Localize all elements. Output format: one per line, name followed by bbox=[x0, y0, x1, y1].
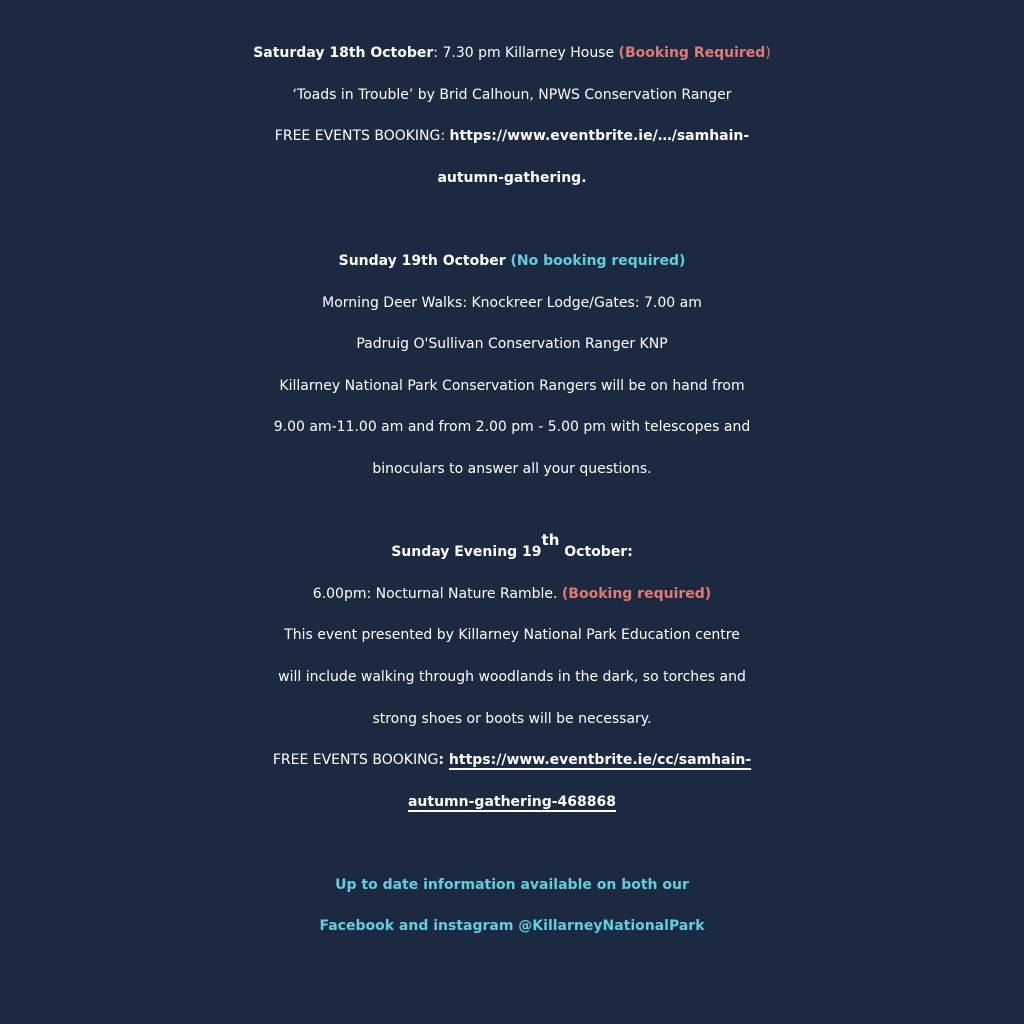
sunday-evening-heading bbox=[0, 532, 1024, 574]
sunday-evening-event bbox=[0, 532, 1024, 823]
saturday-booking-link-cont[interactable]: autumn-gathering. bbox=[437, 169, 587, 186]
sunday-evening-time-event: 6.00pm: Nocturnal Nature Ramble. bbox=[312, 585, 562, 602]
saturday-booking-link[interactable]: https://www.eventbrite.ie/…/samhain- bbox=[449, 128, 750, 145]
sunday-line-2: Padruig O'Sullivan Conservation Ranger KNP bbox=[356, 336, 668, 353]
saturday-booking-link-cont-line bbox=[0, 158, 1024, 200]
sunday-evening-booking-link[interactable]: https://www.eventbrite.ie/cc/samhain- bbox=[448, 752, 752, 769]
saturday-event bbox=[0, 33, 1024, 199]
spacer bbox=[0, 491, 1024, 533]
spacer bbox=[0, 823, 1024, 865]
sunday-evening-booking-link-cont-line bbox=[0, 782, 1024, 824]
saturday-talk: ‘Toads in Trouble’ by Brid Calhoun, NPWS Conservation Ranger bbox=[292, 86, 732, 103]
sunday-evening-heading-sup: th bbox=[541, 531, 560, 550]
footer-info bbox=[0, 865, 1024, 948]
sunday-evening-booking-prefix: FREE EVENTS BOOKING bbox=[272, 752, 439, 769]
sunday-line-5: binoculars to answer all your questions. bbox=[372, 460, 652, 477]
footer-line-2: Facebook and instagram @KillarneyNationalPark bbox=[319, 918, 705, 935]
sunday-line-1: Morning Deer Walks: Knockreer Lodge/Gates: 7.00 am bbox=[322, 294, 702, 311]
sunday-day-label: Sunday 19th October bbox=[338, 252, 511, 269]
sunday-evening-line-2: will include walking through woodlands in the dark, so torches and bbox=[278, 668, 746, 685]
saturday-booking-note: (Booking Required bbox=[618, 45, 766, 61]
sunday-evening-booking-link-cont[interactable]: autumn-gathering-468868 bbox=[407, 793, 616, 810]
saturday-booking-prefix: FREE EVENTS BOOKING: bbox=[274, 128, 450, 145]
sunday-line-3: Killarney National Park Conservation Rangers will be on hand from bbox=[279, 377, 745, 394]
sunday-evening-booking-note: (Booking required) bbox=[561, 585, 712, 602]
sunday-line-4: 9.00 am-11.00 am and from 2.00 pm - 5.00 pm with telescopes and bbox=[273, 419, 751, 436]
saturday-booking-close: ) bbox=[765, 45, 771, 61]
sunday-evening-booking-line bbox=[0, 740, 1024, 782]
sunday-booking-note: (No booking required) bbox=[510, 252, 686, 269]
sunday-evening-heading-pre: Sunday Evening 19 bbox=[391, 544, 542, 561]
sunday-evening-heading-post: October: bbox=[559, 544, 633, 561]
saturday-heading-line bbox=[0, 33, 1024, 75]
saturday-time-location: : 7.30 pm Killarney House bbox=[433, 45, 619, 61]
sunday-heading-line bbox=[0, 241, 1024, 283]
footer-line-1: Up to date information available on both our bbox=[335, 876, 689, 893]
sunday-evening-booking-colon: : bbox=[438, 752, 449, 769]
sunday-evening-line-1: This event presented by Killarney National Park Education centre bbox=[284, 627, 740, 644]
sunday-evening-time-line bbox=[0, 574, 1024, 616]
sunday-event bbox=[0, 241, 1024, 491]
saturday-booking-line bbox=[0, 116, 1024, 158]
spacer bbox=[0, 199, 1024, 241]
sunday-evening-line-3: strong shoes or boots will be necessary. bbox=[372, 710, 652, 727]
saturday-day-label: Saturday 18th October bbox=[253, 45, 434, 61]
